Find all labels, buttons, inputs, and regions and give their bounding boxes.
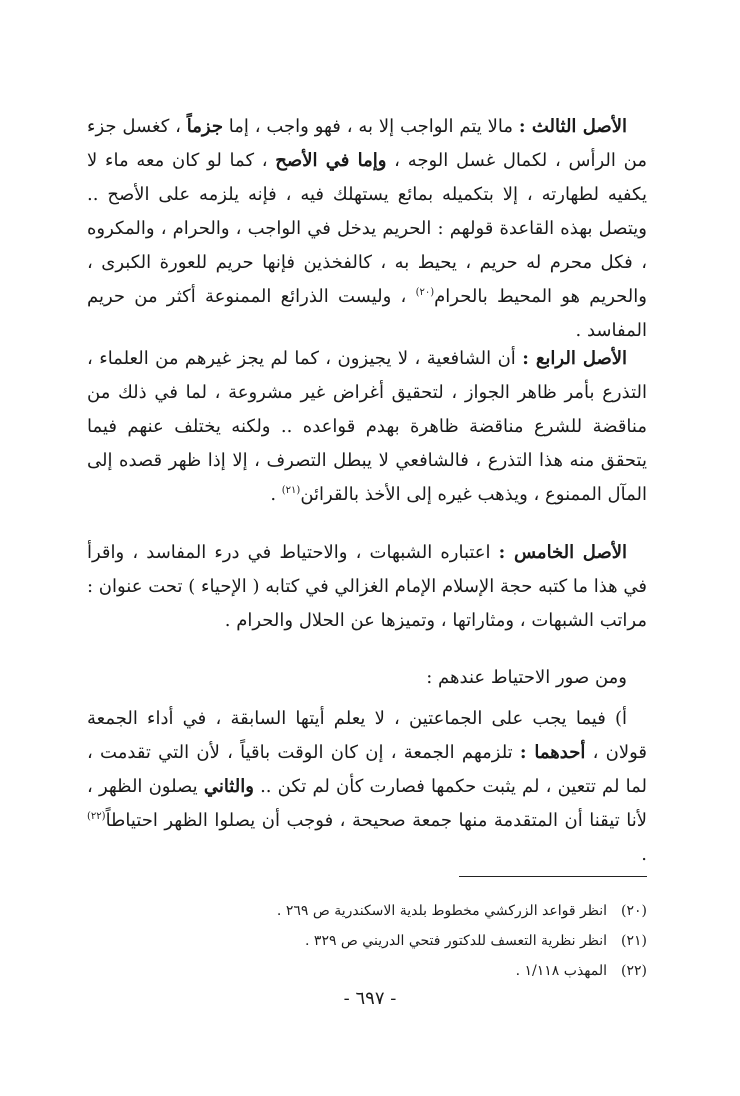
footnote-ref-21[interactable]: (٢١) (281, 485, 301, 496)
footnote-number: (٢١) (621, 933, 647, 949)
footnote-divider (459, 876, 647, 877)
bold-term: جزماً (186, 116, 223, 137)
paragraph-precaution-intro: ومن صور الاحتياط عندهم : (426, 667, 627, 688)
footnote-item (87, 956, 647, 986)
heading-fourth-principle: الأصل الرابع : (522, 348, 627, 369)
footnote-item (87, 926, 647, 956)
footnote-number: (٢٠) (621, 903, 647, 919)
footnote-number: (٢٢) (621, 963, 647, 979)
paragraph-third-principle: الأصل الثالث : مالا يتم الواجب إلا به ، فهو واجب ، إما جزماً ، كغسل جزء من الرأس ، لكمال غسل الوجه ، وإما في الأصح ، كما لو كان معه ماء لا يكفيه لطهارته ، إلا بتكميله بمائع يستهلك فيه ، فإنه يلزمه على الأصح .. ويتصل بهذه القاعدة قولهم : الحريم يدخل في الواجب ، والحرام ، والمكروه ، فكل محرم له حريم ، يحيط به ، كالفخذين فإنها حريم للعورة الكبرى ، والحريم هو المحيط بالحرام$^{(٢٠)}$ ، وليست الذرائع الممنوعة أكثر من حريم المفاسد . (87, 116, 647, 341)
heading-fifth-principle: الأصل الخامس : (498, 542, 627, 563)
bold-term: أحدهما : (519, 742, 586, 763)
footnote-item (87, 896, 647, 926)
footnote-text: انظر نظرية التعسف للدكتور فتحي الدريني ص ٣٢٩ . (305, 933, 607, 949)
footnote-ref-20[interactable]: (٢٠) (415, 287, 435, 298)
paragraph-friday-prayer: أ) فيما يجب على الجماعتين ، لا يعلم أيتها السابقة ، في أداء الجمعة قولان ، أحدهما : تلزمهم الجمعة ، إن كان الوقت باقياً ، لأن التي تقدمت ، لما لم تتعين ، لم يثبت حكمها فصارت كأن لم تكن .. والثاني يصلون الظهر ، لأنا تيقنا أن المتقدمة منها جمعة صحيحة ، فوجب أن يصلوا الظهر احتياطاً$^{(٢٢)}$ . (87, 708, 648, 865)
footnotes-section (87, 896, 647, 986)
heading-third-principle: الأصل الثالث : (518, 116, 627, 137)
page-number: - ٦٩٧ - (343, 988, 397, 1009)
bold-term: والثاني (203, 776, 254, 797)
footnote-text: انظر قواعد الزركشي مخطوط بلدية الاسكندرية ص ٢٦٩ . (276, 903, 607, 919)
footnote-text: المهذب ١/١١٨ . (515, 963, 607, 979)
footnote-ref-22[interactable]: (٢٢) (87, 811, 106, 822)
paragraph-fourth-principle: الأصل الرابع : أن الشافعية ، لا يجيزون ، كما لم يجز غيرهم من العلماء ، التذرع بأمر ظاهر الجواز ، لتحقيق أغراض غير مشروعة ، لما في ذلك من مناقضة للشرع مناقضة ظاهرة بهدم قواعده .. ولكنه يختلف عنهم فيما يتحقق منه هذا التذرع ، فالشافعي لا يبطل التصرف ، إلا إذا ظهر قصده إلى المآل الممنوع ، ويذهب غيره إلى الأخذ بالقرائن$^{(٢١)}$ . (87, 348, 647, 505)
bold-term: وإما في الأصح (275, 150, 387, 171)
paragraph-fifth-principle: الأصل الخامس : اعتباره الشبهات ، والاحتياط في درء المفاسد ، واقرأ في هذا ما كتبه حجة الإسلام الإمام الغزالي في كتابه ( الإحياء ) تحت عنوان : مراتب الشبهات ، ومثاراتها ، وتميزها عن الحلال والحرام . (87, 542, 647, 631)
